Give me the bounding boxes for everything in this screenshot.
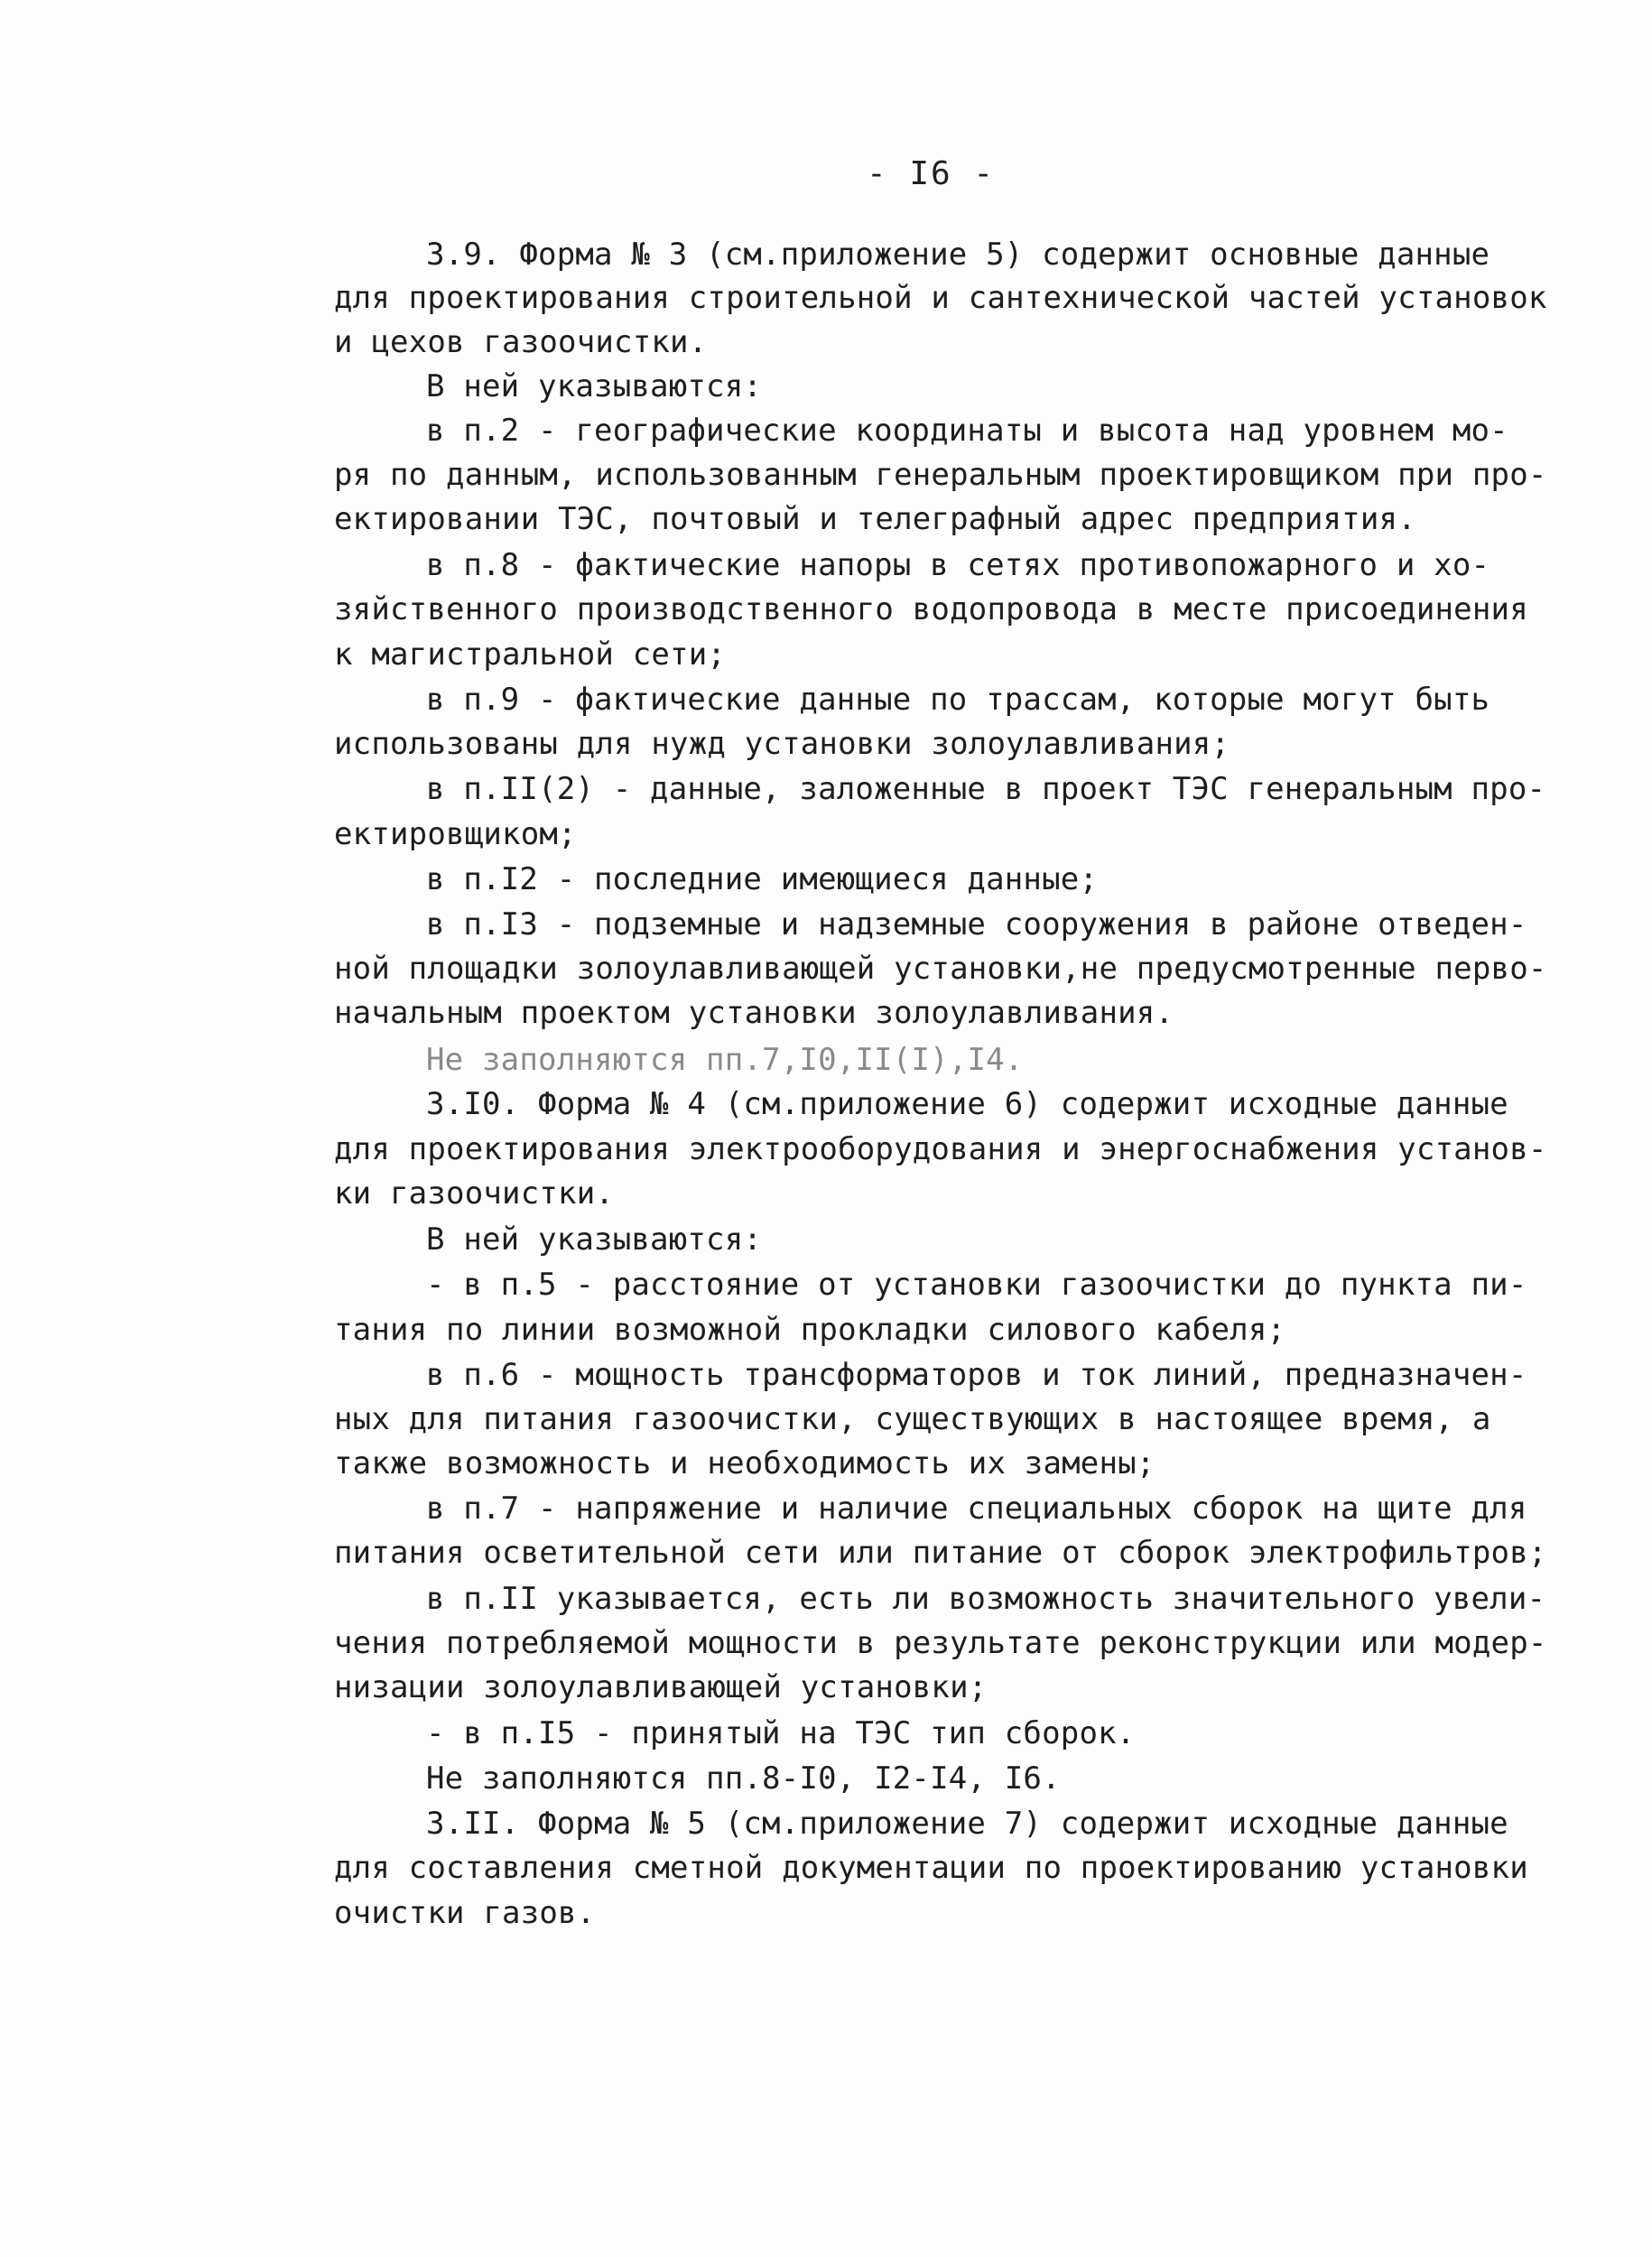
text-line: в п.I2 - последние имеющиеся данные;: [426, 861, 1099, 897]
text-line: для составления сметной документации по проектированию установки: [334, 1850, 1528, 1886]
page-number: - I6 -: [867, 155, 996, 192]
text-line: ных для питания газоочистки, существующих в настоящее время, а: [334, 1401, 1491, 1437]
text-line: также возможность и необходимость их замены;: [334, 1445, 1155, 1481]
text-line: Не заполняются пп.7,I0,II(I),I4.: [426, 1042, 1024, 1078]
text-line: ектировании ТЭС, почтовый и телеграфный адрес предприятия.: [334, 501, 1416, 537]
text-line: в п.9 - фактические данные по трассам, которые могут быть: [426, 682, 1490, 718]
text-line: для проектирования строительной и сантехнической частей установок: [334, 280, 1547, 316]
text-line: ектировщиком;: [334, 816, 577, 852]
text-line: начальным проектом установки золоулавливания.: [334, 995, 1174, 1031]
text-line: использованы для нужд установки золоулавливания;: [334, 726, 1230, 762]
text-line: - в п.5 - расстояние от установки газоочистки до пункта пи-: [426, 1267, 1527, 1303]
text-line: ки газоочистки.: [334, 1175, 615, 1212]
text-line: в п.2 - географические координаты и высота над уровнем мо-: [426, 413, 1508, 449]
text-line: в п.6 - мощность трансформаторов и ток линий, предназначен-: [426, 1357, 1527, 1393]
text-line: очистки газов.: [334, 1895, 596, 1931]
text-line: в п.7 - напряжение и наличие специальных сборок на щите для: [426, 1491, 1527, 1527]
text-line: ной площадки золоулавливающей установки,не предусмотренные перво-: [334, 951, 1547, 987]
text-line: тания по линии возможной прокладки силового кабеля;: [334, 1312, 1286, 1348]
text-line: В ней указываются:: [426, 368, 763, 404]
text-line: в п.I3 - подземные и надземные сооружения в районе отведен-: [426, 906, 1527, 943]
text-line: в п.8 - фактические напоры в сетях противопожарного и хо-: [426, 547, 1490, 583]
text-line: для проектирования электрооборудования и энергоснабжения установ-: [334, 1131, 1547, 1167]
text-line: к магистральной сети;: [334, 636, 727, 673]
text-line: низации золоулавливающей установки;: [334, 1669, 988, 1705]
text-line: 3.9. Форма № 3 (см.приложение 5) содержит основные данные: [426, 237, 1490, 273]
text-line: 3.II. Форма № 5 (см.приложение 7) содержит исходные данные: [426, 1806, 1508, 1842]
text-line: 3.I0. Форма № 4 (см.приложение 6) содержит исходные данные: [426, 1086, 1508, 1122]
text-line: и цехов газоочистки.: [334, 324, 708, 360]
text-line: чения потребляемой мощности в результате реконструкции или модер-: [334, 1625, 1547, 1661]
text-line: питания осветительной сети или питание от сборок электрофильтров;: [334, 1535, 1547, 1571]
text-line: Не заполняются пп.8-I0, I2-I4, I6.: [426, 1760, 1061, 1797]
text-line: В ней указываются:: [426, 1221, 763, 1258]
text-line: - в п.I5 - принятый на ТЭС тип сборок.: [426, 1715, 1136, 1751]
text-line: ря по данным, использованным генеральным проектировщиком при про-: [334, 457, 1547, 493]
text-line: в п.II указывается, есть ли возможность значительного увели-: [426, 1581, 1546, 1617]
text-line: зяйственного производственного водопровода в месте присоединения: [334, 591, 1528, 627]
text-line: в п.II(2) - данные, заложенные в проект ТЭС генеральным про-: [426, 771, 1546, 807]
